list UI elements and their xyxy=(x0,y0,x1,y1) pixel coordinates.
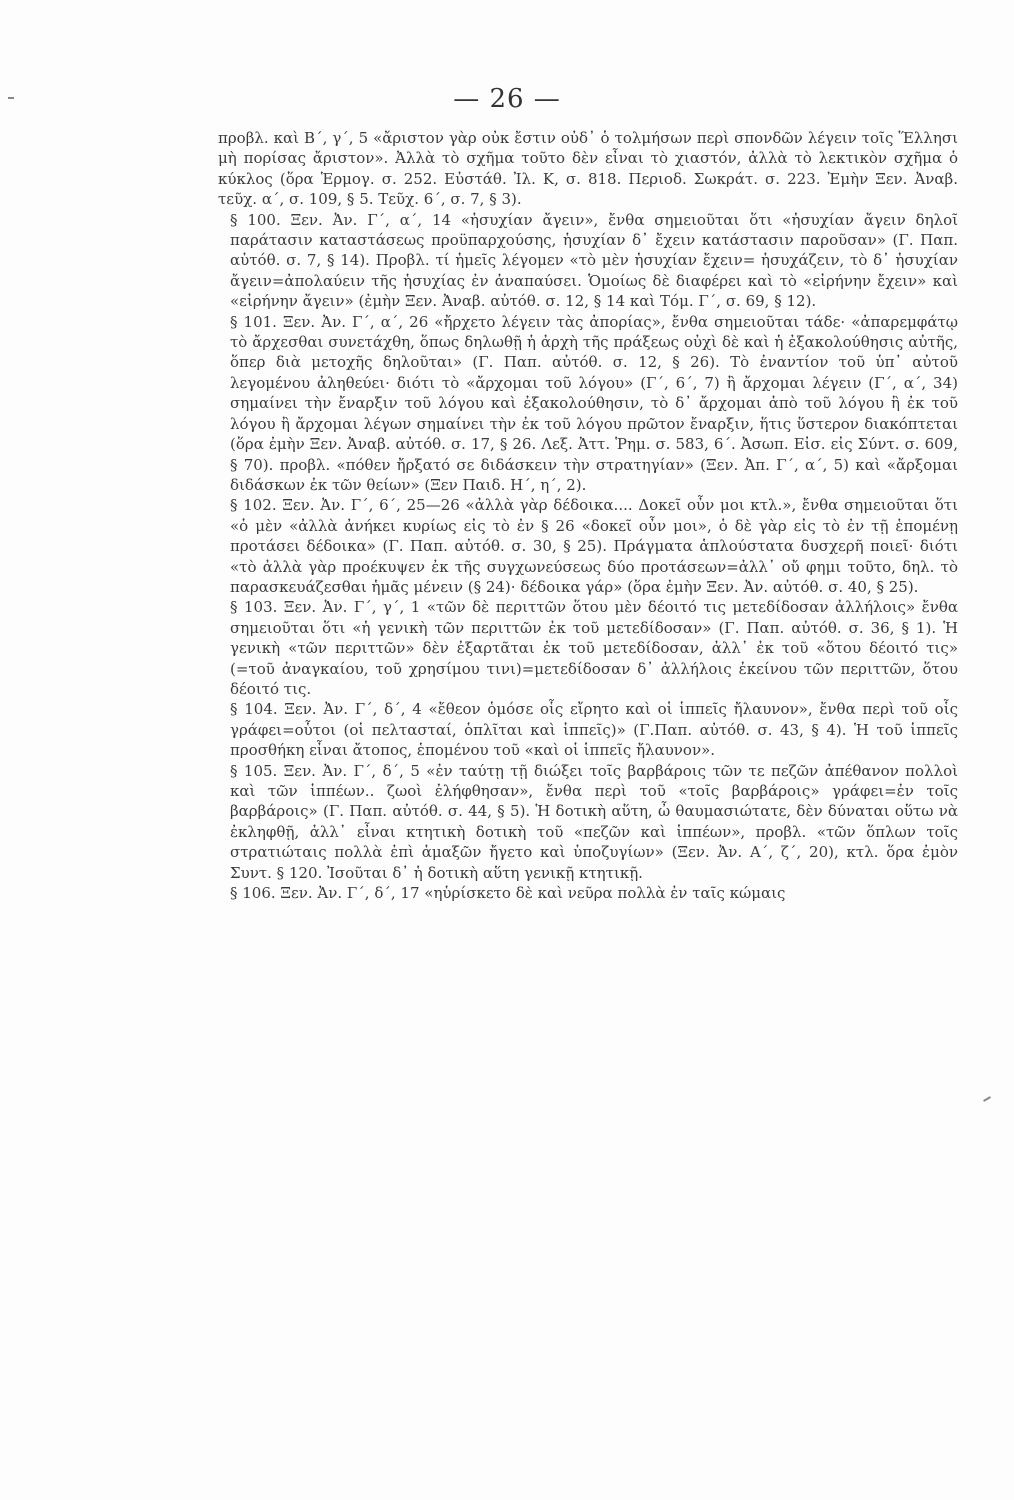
paragraph-continuation: προβλ. καὶ Β΄, γ΄, 5 «ἄριστον γὰρ οὐκ ἔστιν οὐδ᾽ ὁ τολμήσων περὶ σπονδῶν λέγειν τοῖς Ἕλλησι μὴ πορίσας ἄριστον». Ἀλλὰ τὸ σχῆμα τοῦτο δὲν εἶναι τὸ χιαστόν, ἀλλὰ τὸ λεκτικὸν σχῆμα ὁ κύκλος (ὅρα Ἑρμογ. σ. 252. Εὐστάθ. Ἰλ. Κ, σ. 818. Περιοδ. Σωκράτ. σ. 223. Ἐμὴν Ξεν. Ἀναβ. τεῦχ. α΄, σ. 109, § 5. Τεῦχ. 6΄, σ. 7, § 3). xyxy=(218,129,958,209)
paragraph-105: § 105. Ξεν. Ἀν. Γ΄, δ΄, 5 «ἐν ταύτῃ τῇ διώξει τοῖς βαρβάροις τῶν τε πεζῶν ἀπέθανον πολλοὶ καὶ τῶν ἱππέων.. ζωοὶ ἐλήφθησαν», ἔνθα περὶ τοῦ «τοῖς βαρβάροις» γράφει=ἐν τοῖς βαρβάροις» (Γ. Παπ. αὐτόθ. σ. 44, § 5). Ἡ δοτικὴ αὕτη, ὦ θαυμασιώτατε, δὲν δύναται οὕτω νὰ ἐκληφθῇ, ἀλλ᾽ εἶναι κτητικὴ δοτικὴ τοῦ «πεζῶν καὶ ἱππέων», προβλ. «τῶν ὅπλων τοῖς στρατιώταις πολλὰ ἐπὶ ἁμαξῶν ἤγετο καὶ ὑποζυγίων» (Ξεν. Ἀν. Α΄, ζ΄, 20), κτλ. ὅρα ἐμὸν Συντ. § 120. Ἰσοῦται δ᾽ ἡ δοτικὴ αὕτη γενικῇ κτητικῇ. xyxy=(230,761,958,882)
paragraph-103: § 103. Ξεν. Ἀν. Γ΄, γ΄, 1 «τῶν δὲ περιττῶν ὅτου μὲν δέοιτό τις μετεδίδοσαν ἀλλήλοις» ἔνθα σημειοῦται ὅτι «ἡ γενικὴ τῶν περιττῶν ἐκ τοῦ μετεδίδοσαν» (Γ. Παπ. αὐτόθ. σ. 36, § 1). Ἡ γενικὴ «τῶν περιττῶν» δὲν ἐξαρτᾶται ἐκ τοῦ μετεδίδοσαν, ἀλλ᾽ ἐκ τοῦ «ὅτου δέοιτό τις» (=τοῦ ἀναγκαίου, τοῦ χρησίμου τινι)=μετεδίδοσαν δ᾽ ἀλλήλοις ἐκείνου τῶν περιττῶν, ὅτου δέοιτό τις. xyxy=(230,598,958,698)
margin-tick xyxy=(983,1096,991,1102)
paragraph-102: § 102. Ξεν. Ἀν. Γ΄, 6΄, 25—26 «ἀλλὰ γὰρ δέδοικα.... Δοκεῖ οὖν μοι κτλ.», ἔνθα σημειοῦται ὅτι «ὁ μὲν «ἀλλὰ ἀνήκει κυρίως εἰς τὸ ἐν § 26 «δοκεῖ οὖν μοι», ὁ δὲ γὰρ εἰς τὸ ἐν τῇ ἑπομένῃ προτάσει δέδοικα» (Γ. Παπ. αὐτόθ. σ. 30, § 25). Πράγματα ἁπλούστατα δυσχερῆ ποιεῖ· διότι «τὸ ἀλλὰ γὰρ προέκυψεν ἐκ τῆς συγχωνεύσεως δύο προτάσεων=ἀλλ᾽ οὔ φημι τοῦτο, δηλ. τὸ παρασκευάζεσθαι ἡμᾶς μένειν (§ 24)· δέδοικα γάρ» (ὅρα ἐμὴν Ξεν. Ἀν. αὐτόθ. σ. 40, § 25). xyxy=(230,496,958,596)
paragraph-106: § 106. Ξεν. Ἀν. Γ΄, δ΄, 17 «ηὑρίσκετο δὲ καὶ νεῦρα πολλὰ ἐν ταῖς κώμαις xyxy=(230,884,786,903)
margin-speck xyxy=(8,97,14,99)
paragraph-101: § 101. Ξεν. Ἀν. Γ΄, α΄, 26 «ἤρχετο λέγειν τὰς ἀπορίας», ἔνθα σημειοῦται τάδε· «ἀπαρεμφάτῳ τὸ ἄρχεσθαι συνετάχθη, ὅπως δηλωθῇ ἡ ἀρχὴ τῆς πράξεως οὐχὶ δὲ καὶ ἡ ἐξακολούθησις αὐτῆς, ὅπερ διὰ μετοχῆς δηλοῦται» (Γ. Παπ. αὐτόθ. σ. 12, § 26). Τὸ ἐναντίον τοῦ ὑπ᾽ αὐτοῦ λεγομένου ἀληθεύει· διότι τὸ «ἄρχομαι τοῦ λόγου» (Γ΄, 6΄, 7) ἢ ἄρχομαι λέγειν (Γ΄, α΄, 34) σημαίνει τὴν ἔναρξιν τοῦ λόγου καὶ ἐξακολούθησιν, τὸ δ᾽ ἄρχομαι ἀπὸ τοῦ λόγου ἢ ἐκ τοῦ λόγου ἢ ἄρχομαι λέγων σημαίνει τὴν ἐκ τοῦ λόγου πρῶτον ἔναρξιν, ἥτις ὕστερον διακόπτεται (ὅρα ἐμὴν Ξεν. Ἀναβ. αὐτόθ. σ. 17, § 26. Λεξ. Ἀττ. Ῥημ. σ. 583, 6΄. Ἀσωπ. Εἰσ. εἰς Σύντ. σ. 609, § 70). προβλ. «πόθεν ἤρξατό σε διδάσκειν τὴν στρατηγίαν» (Ξεν. Ἀπ. Γ΄, α΄, 5) καὶ «ἄρξομαι διδάσκων ἐκ τῶν θείων» (Ξεν Παιδ. Η΄, η΄, 2). xyxy=(230,312,958,494)
page-number: — 26 — xyxy=(453,84,561,114)
body-text xyxy=(218,128,958,903)
paragraph-100: § 100. Ξεν. Ἀν. Γ΄, α΄, 14 «ἡσυχίαν ἄγειν», ἔνθα σημειοῦται ὅτι «ἡσυχίαν ἄγειν δηλοῖ παράτασιν καταστάσεως προϋπαρχούσης, ἡσυχίαν δ᾽ ἔχειν κατάστασιν παροῦσαν» (Γ. Παπ. αὐτόθ. σ. 7, § 14). Προβλ. τί ἡμεῖς λέγομεν «τὸ μὲν ἡσυχίαν ἔχειν= ἡσυχάζειν, τὸ δ᾽ ἡσυχίαν ἄγειν=ἀπολαύειν τῆς ἡσυχίας ἐν ἀναπαύσει. Ὁμοίως δὲ διαφέρει καὶ τὸ «εἰρήνην ἔχειν» καὶ «εἰρήνην ἄγειν» (ἐμὴν Ξεν. Ἀναβ. αὐτόθ. σ. 12, § 14 καὶ Τόμ. Γ΄, σ. 69, § 12). xyxy=(230,210,958,311)
paragraph-104: § 104. Ξεν. Ἀν. Γ΄, δ΄, 4 «ἔθεον ὁμόσε οἷς εἴρητο καὶ οἱ ἱππεῖς ἤλαυνον», ἔνθα περὶ τοῦ οἷς γράφει=οὗτοι (οἱ πελτασταί, ὁπλῖται καὶ ἱππεῖς)» (Γ.Παπ. αὐτόθ. σ. 43, § 4). Ἡ τοῦ ἱππεῖς προσθήκη εἶναι ἄτοπος, ἑπομένου τοῦ «καὶ οἱ ἱππεῖς ἤλαυνον». xyxy=(230,700,958,760)
